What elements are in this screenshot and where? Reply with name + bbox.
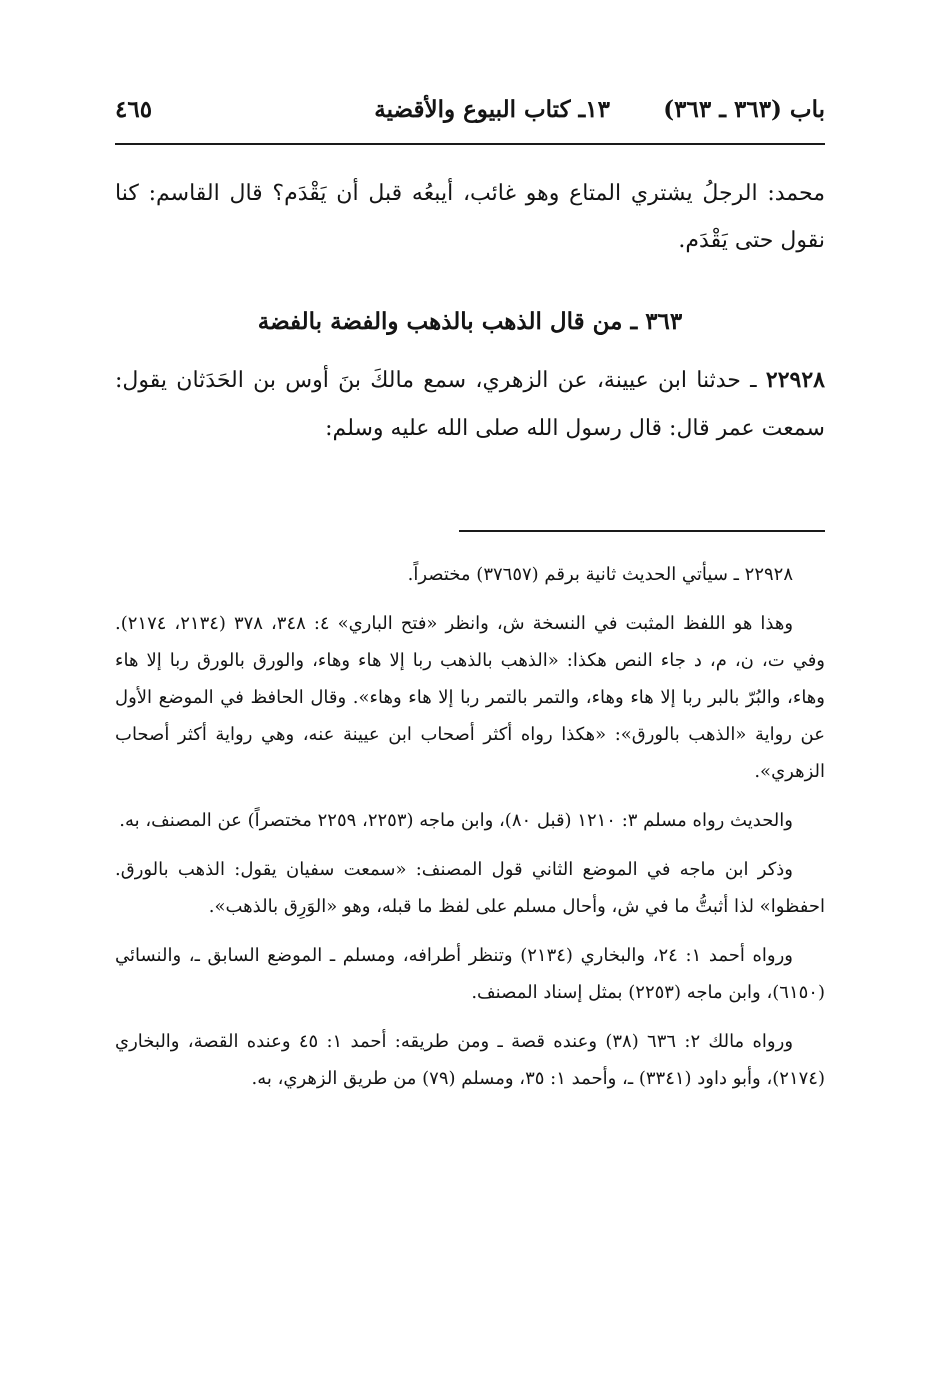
footnote-paragraph: ورواه أحمد ١: ٢٤، والبخاري (٢١٣٤) وتنظر أطرافه، ومسلم ـ الموضع السابق ـ، والنسائي (٦١٥٠)، وابن ماجه (٢٢٥٣) بمثل إسناد المصنف.: [115, 945, 825, 1003]
header-divider: [115, 143, 825, 145]
chapter-range: باب (٣٦٣ ـ ٣٦٣): [663, 96, 825, 123]
footnote-paragraph: وذكر ابن ماجه في الموضع الثاني قول المصنف: «سمعت سفيان يقول: الذهب بالورق. احفظوا» لذا أثبتُّ ما في ش، وأحال مسلم على لفظ ما قبله، وهو «الوَرِق بالذهب».: [115, 859, 825, 917]
hadith-number: ٢٢٩٢٨: [765, 367, 825, 393]
intro-text-block: [115, 170, 825, 264]
book-page: [115, 88, 825, 1368]
footnote-divider: [459, 530, 825, 532]
running-header: [115, 88, 825, 128]
footnote-number: ٢٢٩٢٨: [744, 564, 793, 585]
hadith-paragraph: [115, 356, 825, 453]
footnote-paragraph: ورواه مالك ٢: ٦٣٦ (٣٨) وعنده قصة ـ ومن طريقه: أحمد ١: ٤٥ وعنده القصة، والبخاري (٢١٧٤)، وأبو داود (٣٣٤١) ـ، وأحمد ١: ٣٥، ومسلم (٧٩) من طريق الزهري، به.: [115, 1031, 825, 1089]
section-heading: ٣٦٣ ـ من قال الذهب بالذهب والفضة بالفضة: [257, 308, 683, 335]
hadith-text: ـ حدثنا ابن عيينة، عن الزهري، سمع مالكَ بنَ أوس بن الحَدَثان يقول: سمعت عمر قال: قال رسول الله صلى الله عليه وسلم:: [115, 368, 825, 441]
footnote-paragraph: والحديث رواه مسلم ٣: ١٢١٠ (قبل ٨٠)، وابن ماجه (٢٢٥٣، ٢٢٥٩ مختصراً) عن المصنف، به.: [119, 810, 793, 831]
page-number: ٤٦٥: [115, 96, 153, 123]
footnotes-block: [115, 556, 825, 1109]
intro-paragraph: محمد: الرجلُ يشتري المتاع وهو غائب، أيبعُه قبل أن يَقْدَم؟ قال القاسم: كنا نقول حتى يَقْدَم.: [115, 181, 825, 253]
footnote-paragraph: [115, 556, 825, 593]
hadith-block: [115, 356, 825, 453]
footnote-paragraph: وهذا هو اللفظ المثبت في النسخة ش، وانظر «فتح الباري» ٤: ٣٤٨، ٣٧٨ (٢١٣٤، ٢١٧٤). وفي ت، ن، م، د جاء النص هكذا: «الذهب بالذهب ربا إلا هاء وهاء، والورق بالورق ربا إلا هاء وهاء، والبُرّ بالبر ربا إلا هاء وهاء، والتمر بالتمر ربا إلا هاء وهاء». وقال الحافظ في الموضع الأول عن رواية «الذهب بالورق»: «هكذا رواه أكثر أصحاب ابن عيينة عنه، وهي رواية أكثر أصحاب الزهري».: [115, 613, 825, 782]
footnote-text: ـ سيأتي الحديث ثانية برقم (٣٧٦٥٧) مختصراً.: [407, 564, 739, 585]
book-title: ١٣ـ كتاب البيوع والأقضية: [374, 96, 610, 123]
